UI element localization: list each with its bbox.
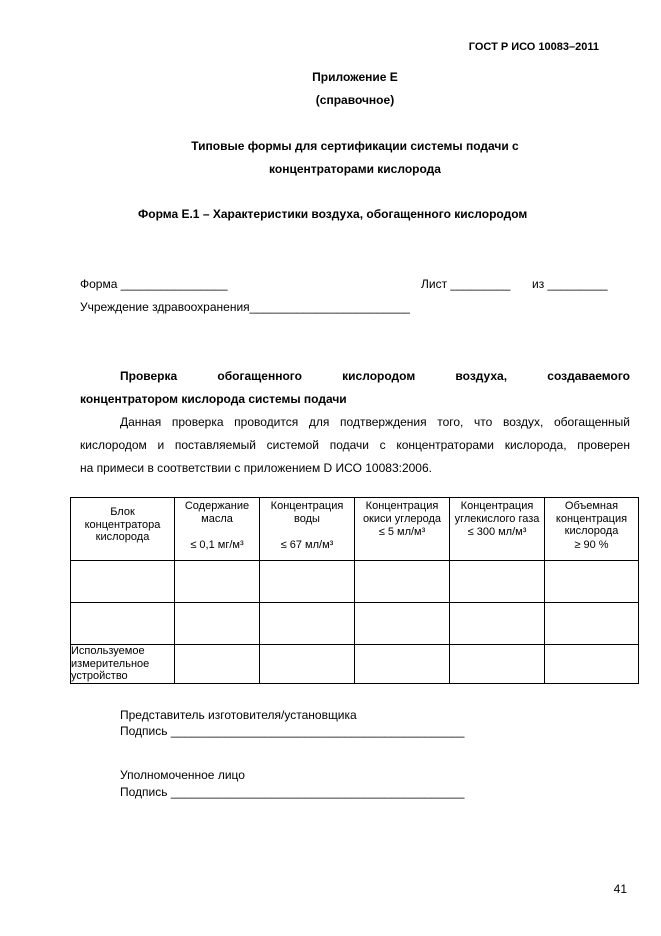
row-label: Используемое измерительное устройство — [71, 645, 175, 684]
column-header-water — [260, 498, 355, 561]
form-title: Форма Е.1 – Характеристики воздуха, обогащенного кислородом — [138, 207, 528, 221]
table-row-measuring-device — [71, 645, 639, 684]
table-cell[interactable] — [545, 603, 639, 645]
table-cell[interactable] — [71, 561, 175, 603]
representative-signature: Подпись ____________________________________________ — [120, 724, 465, 738]
table-cell[interactable] — [545, 645, 639, 684]
section-title-line1: Типовые формы для сертификации системы подачи с — [191, 139, 519, 153]
check-paragraph-line2 — [80, 438, 630, 452]
table-row — [71, 561, 639, 603]
column-header-label: Блок концентратора кислорода — [84, 506, 161, 543]
column-header-block — [71, 498, 175, 561]
column-header-co2 — [450, 498, 545, 561]
column-header-unit: ≤ 5 мл/м³ — [378, 526, 426, 538]
sheet-of-field: из _________ — [532, 277, 608, 291]
appendix-kind: (справочное) — [315, 93, 395, 107]
form-field: Форма ________________ — [80, 277, 228, 291]
column-header-co — [355, 498, 450, 561]
table-cell[interactable] — [260, 645, 355, 684]
table-cell[interactable] — [545, 561, 639, 603]
column-header-unit: ≤ 0,1 мг/м³ — [190, 539, 244, 551]
check-paragraph-text: Данная проверка проводится для подтверждения того, что воздух, обогащенный — [120, 415, 630, 429]
section-title-line2: концентраторами кислорода — [269, 162, 441, 176]
check-heading-line2: концентратором кислорода системы подачи — [80, 392, 347, 406]
representative-title: Представитель изготовителя/установщика — [120, 708, 357, 722]
column-header-oil — [175, 498, 260, 561]
sheet-field: Лист _________ — [421, 277, 511, 291]
column-header-unit: ≤ 300 мл/м³ — [467, 526, 527, 538]
check-heading-word: Проверка — [120, 369, 178, 383]
table-cell[interactable] — [355, 603, 450, 645]
check-heading-word: обогащенного — [217, 369, 302, 383]
check-paragraph-line1 — [120, 415, 630, 429]
table-cell[interactable] — [450, 603, 545, 645]
check-heading-word: кислородом — [342, 369, 416, 383]
check-heading-line1 — [120, 369, 630, 383]
institution-field: Учреждение здравоохранения________________________ — [80, 300, 410, 314]
check-heading-word: создаваемого — [547, 369, 630, 383]
table-cell[interactable] — [175, 603, 260, 645]
column-header-label: Концентрация углекислого газа — [454, 500, 540, 525]
page-number: 41 — [613, 882, 627, 896]
authorized-signature: Подпись ____________________________________________ — [120, 785, 465, 799]
check-paragraph-line3: на примеси в соответствии с приложением D ИСО 10083:2006. — [80, 461, 432, 475]
table-cell[interactable] — [175, 645, 260, 684]
table-header-row — [71, 498, 639, 561]
column-header-o2 — [545, 498, 639, 561]
appendix-title: Приложение Е — [312, 70, 398, 84]
document-header: ГОСТ Р ИСО 10083–2011 — [468, 41, 599, 53]
table-cell[interactable] — [355, 645, 450, 684]
results-table — [70, 497, 639, 684]
column-header-label: Содержание масла — [184, 500, 250, 525]
check-paragraph-text: кислородом и поставляемый системой подачи с концентраторами кислорода, проверен — [80, 438, 630, 452]
table-cell[interactable] — [450, 645, 545, 684]
table-cell[interactable] — [355, 561, 450, 603]
column-header-label: Объемная концентрация кислорода — [555, 500, 628, 537]
table-row — [71, 603, 639, 645]
table-cell[interactable] — [450, 561, 545, 603]
table-cell[interactable] — [260, 603, 355, 645]
check-heading-word: воздуха, — [455, 369, 508, 383]
table-cell[interactable] — [260, 561, 355, 603]
column-header-label: Концентрация воды — [270, 500, 344, 525]
table-cell[interactable] — [71, 603, 175, 645]
authorized-title: Уполномоченное лицо — [120, 768, 245, 782]
column-header-label: Концентрация окиси углерода — [362, 500, 442, 525]
column-header-unit: ≤ 67 мл/м³ — [280, 539, 334, 551]
column-header-unit: ≥ 90 % — [574, 538, 609, 551]
table-cell[interactable] — [175, 561, 260, 603]
